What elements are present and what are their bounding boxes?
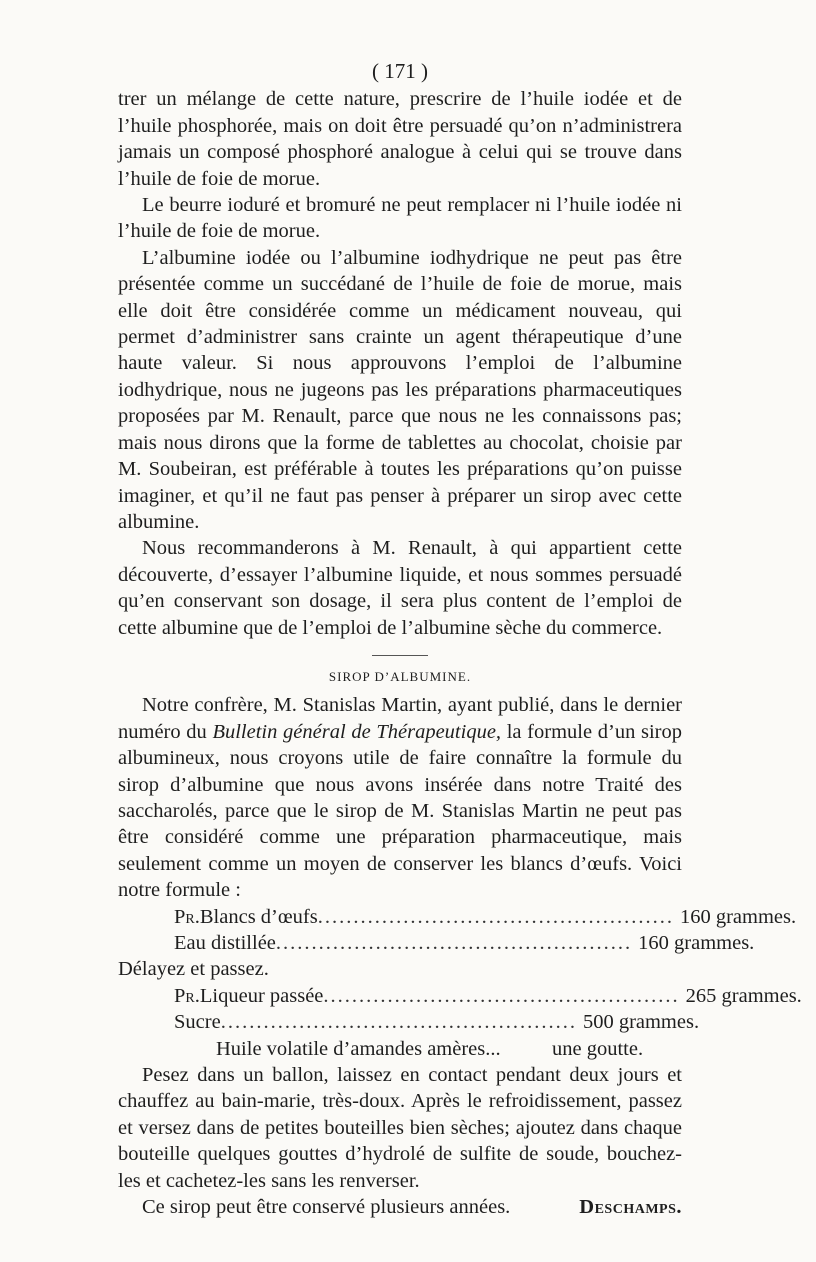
section-divider [372,655,428,656]
recipe-label: Pr. [174,905,200,928]
recipe-quantity: 160 grammes. [679,905,797,928]
author-signature: Deschamps. [579,1196,682,1219]
instruction-1: Délayez et passez. [118,958,269,981]
intro-after: la formule d’un sirop albumineux, nous croyons utile de faire connaître la formule du sirop d’albumine que nous avons insérée dans notre Traité des saccharolés, parce que le sirop de M. Stanislas Martin ne peut pas être considéré comme une préparation pharmaceutique, mais seulement comme un moyen de conserver les blancs d’œufs. Voici notre formule : [118,720,682,902]
leader-dots: .................................................. [220,1011,577,1034]
recipe-label: Pr. [174,984,200,1007]
recipe-2 [118,983,802,1062]
recipe-item: Sucre [174,1011,221,1034]
recipe-quantity: 265 grammes. [685,984,802,1007]
closing-line [118,1194,682,1220]
leader-dots: .................................................. [317,905,674,928]
recipe-line [174,930,755,956]
intro-before: Notre confrère, M. Stanislas Martin, ayant publié, dans le dernier numéro du [118,694,682,743]
paragraph-4: Nous recommanderons à M. Renault, à qui appartient cette découverte, d’essayer l’albumine liquide, et nous sommes persuadé qu’en conservant son dosage, il sera plus content de l’emploi de cette albumine que de l’emploi de l’albumine sèche du commerce. [118,537,682,639]
recipe-line [174,904,797,930]
recipe-item: Liqueur passée [199,984,324,1007]
recipe-line [174,1036,682,1062]
recipe-item: Huile volatile d’amandes amères... [216,1037,501,1060]
leader-dots: .................................................. [323,984,680,1007]
paragraph-1: trer un mélange de cette nature, prescrire de l’huile iodée et de l’huile phosphorée, mais on doit être persuadé qu’on n’administrera jamais un composé phosphoré analogue à celui qui se trouve dans l’huile de foie de morue. [118,88,682,190]
recipe-item: Eau distillée [174,932,276,954]
recipe-item: Blancs d’œufs [199,905,318,928]
page-number: ( 171 ) [372,59,428,83]
recipe-quantity: 160 grammes. [638,932,755,954]
paragraph-2: Le beurre ioduré et bromuré ne peut remplacer ni l’huile iodée ni l’huile de foie de morue. [118,194,682,243]
section-title: SIROP D’ALBUMINE. [328,668,472,684]
recipe-line [174,1009,700,1035]
closing-sentence: Ce sirop peut être conservé plusieurs années. [142,1196,511,1219]
instruction-2: Pesez dans un ballon, laissez en contact pendant deux jours et chauffez au bain-marie, très-doux. Après le refroidissement, passez et versez dans de petites bouteilles bien sèches; ajoutez dans chaque bouteille quelques gouttes d’hydrolé de sulfite de soude, bouchez-les et cachetez-les sans les renverser. [118,1064,682,1192]
recipe-quantity: 500 grammes. [582,1011,700,1034]
journal-title: Bulletin général de Thérapeutique, [212,720,502,743]
paragraph-3: L’albumine iodée ou l’albumine iodhydrique ne peut pas être présentée comme un succédané de l’huile de foie de morue, mais elle doit être considérée comme un médicament nouveau, qui permet d’administrer sans crainte un agent thérapeutique d’une haute valeur. Si nous approuvons l’emploi de l’albumine iodhydrique, nous ne jugeons pas les préparations pharmaceutiques proposées par M. Renault, parce que nous ne les connaissons pas; mais nous dirons que la forme de tablettes au chocolat, choisie par M. Soubeiran, est préférable à toutes les préparations qu’on puisse imaginer, et qu’il ne faut pas penser à préparer un sirop avec cette albumine. [118,246,682,533]
recipe-1 [118,904,797,957]
intro-paragraph [118,692,682,903]
recipe-quantity: une goutte. [552,1037,644,1060]
recipe-line [174,983,802,1009]
page [118,58,802,1220]
leader-dots: .................................................. [275,932,633,954]
